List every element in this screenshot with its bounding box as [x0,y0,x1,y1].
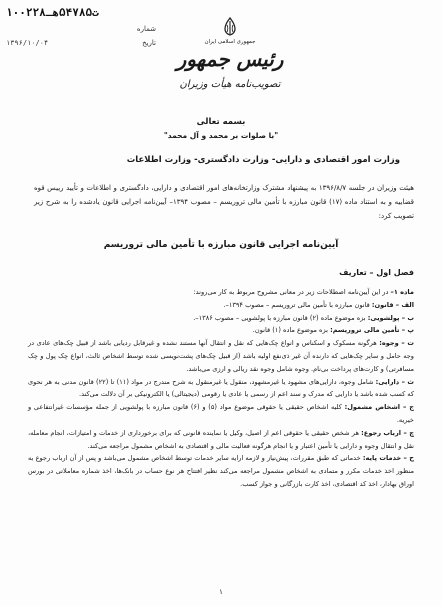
definition-item [28,427,414,453]
letterhead [150,16,310,90]
republic-label: جمهوری اسلامی ایران [204,39,256,45]
definition-item [28,401,414,427]
definition-label: ج – اشخاص مشمول: [344,403,415,412]
definition-item [28,376,414,402]
definition-text: خدماتی که طبق مقررات، پیش‌نیاز و لازمه ارایه سایر خدمات توسط اشخاص مشمول می‌باشد و پس از آن ارباب رجوع به منظور اخذ خدمات مکرر و متمادی به اشخاص مشمول مراجعه می‌کند نظیر افتتاح هر نوع حساب در بانک‌ها، اخذ شماره معاملاتی در بورس اوراق بهادار، اخذ کد اقتصادی، اخذ کارت بازرگانی و جواز کسب. [28,454,414,488]
intro-paragraph: هیئت وزیران در جلسه ۱۳۹۶/۸/۷ به پیشنهاد مشترک وزارتخانه‌های امور اقتصادی و دارایی، دادگستری و اطلاعات و تأیید رییس قوه قضاییه و به استناد ماده (۱۷) قانون مبارزه با تأمین مالی تروریسم – مصوب ۱۳۹۴– آیین‌نامه اجرایی قانون یادشده را به شرح زیر تصویب کرد: [34,184,414,220]
definition-label: ماده ۱– [390,288,414,296]
definition-text: در این آیین‌نامه اصطلاحات زیر در معانی مشروح مربوط به کار می‌روند: [193,288,389,296]
page-number: ۱ [219,588,223,596]
definition-text: بزه موضوع ماده (۲) قانون مبارزه با پولشویی – مصوب ۱۳۸۶–. [193,313,366,322]
letter-number: ۱۰۰۲۲۸ت۵۴۷۸۵هـ [6,6,99,19]
definition-label: ت – وجوه: [379,339,414,348]
definition-label: ح – خدمات پایه: [362,454,414,463]
definition-label: ث – دارایی: [375,377,414,386]
shomare-row [6,25,156,33]
salavat: "با صلوات بر محمد و آل محمد" [163,131,279,140]
definition-text: قانون مبارزه با تأمین مالی تروریسم – مصوب ۱۳۹۴–. [223,300,370,309]
letter-meta [6,6,156,47]
definition-label: ب – پولشویی: [367,313,414,322]
date-row [6,39,156,47]
definition-item [28,324,414,337]
addressee: وزارت امور اقتصادی و دارایی- وزارت دادگستری- وزارت اطلاعات [126,155,400,165]
approval-title: تصویب‌نامه هیأت وزیران [179,79,281,90]
basmala: بسمه تعالی [196,117,246,127]
definition-item [28,312,414,325]
definition-text: هرگونه مسکوک و اسکناس و انواع چک‌هایی که نقل و انتقال آنها مستند نشده و غیرقابل ردیابی باشد از قبیل چک‌های عادی در وجه حامل و سایر چک‌هایی که دارنده آن غیر ذی‌نفع اولیه باشد (از قبیل چک‌های پشت‌نویسی شده توسط اشخاص ثالث، انواع چک پول و چک مسافرتی) و کارت‌های پرداخت بی‌نام. وجوه شامل وجوه نقد ریالی و ارزی می‌باشد. [28,339,414,373]
definition-item [28,286,414,299]
definition-text: شامل وجوه، دارایی‌های مشهود یا غیرمشهود، منقول یا غیرمنقول به شرح مندرج در مواد (۱۱) تا (۲۲) قانون مدنی به هر نحوی که کسب شده باشد یا دارایی که مدرک و سند اعم از رسمی یا عادی یا رقومی (دیجیتالی) یا الکترونیکی بر آن دلالت می‌کند. [28,377,414,399]
definition-label: الف – قانون: [371,300,414,309]
definition-label: چ – ارباب رجوع: [361,428,414,437]
date-label: تاریخ [142,39,156,47]
date-value: ۱۳۹۶/۱۰/۰۴ [6,39,49,47]
definition-text: هر شخص حقیقی یا حقوقی اعم از اصیل، وکیل یا نماینده قانونی که برای برخورداری از خدمات و امتیازات، انجام معامله، نقل و انتقال وجوه و دارایی یا تأمین اعتبار و یا انجام هرگونه فعالیت مالی و اقتصادی به اشخاص مشمول مراجعه می‌کند. [28,428,414,450]
definition-label: پ – تأمین مالی تروریسم: [330,326,414,335]
shomare-label: شماره [136,25,156,33]
document-title: آیین‌نامه اجرایی قانون مبارزه با تأمین مالی تروریسم [103,240,339,250]
president-title: رئیس جمهور [176,47,284,71]
iran-emblem-icon [219,16,241,38]
definition-text: کلیه اشخاص حقیقی یا حقوقی موضوع مواد (۵) و (۶) قانون مبارزه با پولشویی از جمله مؤسسات غیرانتفاعی و خیریه. [28,403,414,424]
definition-item [28,452,414,490]
definitions-body [28,286,414,491]
chapter-heading: فصل اول – تعاریف [339,268,414,277]
definition-text: بزه موضوع ماده (۱) قانون. [252,326,328,335]
definition-item [28,337,414,375]
definition-item [28,299,414,312]
